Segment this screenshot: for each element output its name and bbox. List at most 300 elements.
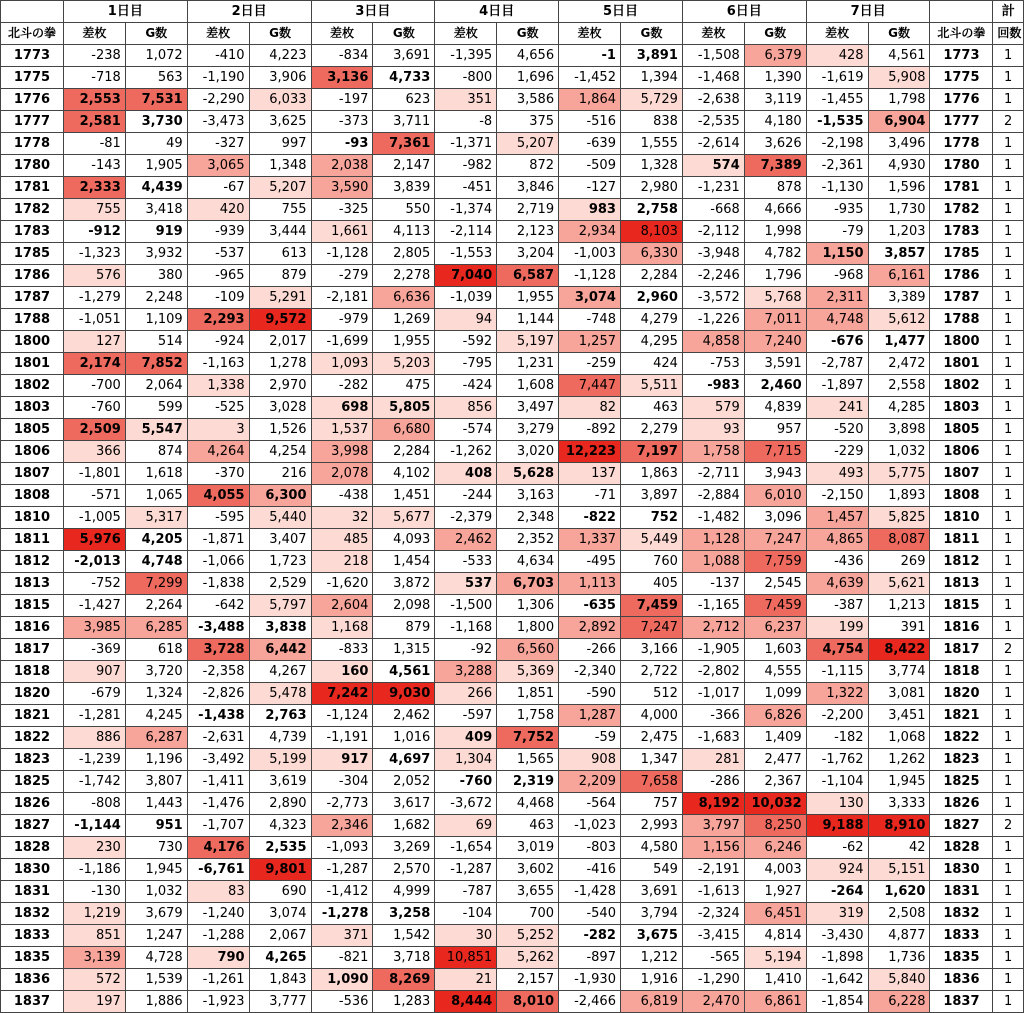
diff-cell: 82	[559, 397, 621, 419]
diff-cell: -1,898	[806, 947, 868, 969]
games-cell: 730	[125, 837, 187, 859]
table-row	[1, 947, 1024, 969]
games-cell: 3,496	[868, 133, 930, 155]
games-cell: 2,067	[249, 925, 311, 947]
games-cell: 2,980	[620, 177, 682, 199]
diff-cell: 1,661	[311, 221, 373, 243]
diff-cell: 907	[63, 661, 125, 683]
games-cell: 7,011	[744, 309, 806, 331]
diff-cell: 2,038	[311, 155, 373, 177]
games-cell: 1,213	[868, 595, 930, 617]
machine-number-right: 1786	[930, 265, 993, 287]
games-cell: 4,782	[744, 243, 806, 265]
games-cell: 1,798	[868, 89, 930, 111]
games-cell: 2,472	[868, 353, 930, 375]
diff-cell: -2,711	[682, 463, 744, 485]
count-cell: 1	[993, 991, 1024, 1013]
games-cell: 563	[125, 67, 187, 89]
games-header: G数	[744, 23, 806, 45]
games-cell: 623	[373, 89, 435, 111]
diff-cell: -1,411	[187, 771, 249, 793]
games-cell: 5,805	[373, 397, 435, 419]
games-cell: 4,561	[373, 661, 435, 683]
games-cell: 7,247	[620, 617, 682, 639]
diff-cell: -1,262	[435, 441, 497, 463]
count-cell: 1	[993, 881, 1024, 903]
diff-cell: -1,897	[806, 375, 868, 397]
diff-cell: -410	[187, 45, 249, 67]
diff-cell: -3,473	[187, 111, 249, 133]
diff-cell: 2,462	[435, 529, 497, 551]
games-cell: 2,147	[373, 155, 435, 177]
games-cell: 4,265	[249, 947, 311, 969]
diff-cell: -1,163	[187, 353, 249, 375]
games-cell: 4,254	[249, 441, 311, 463]
games-cell: 2,348	[497, 507, 559, 529]
diff-cell: -1,762	[806, 749, 868, 771]
total-header-bottom: 回数	[993, 23, 1024, 45]
games-cell: 1,203	[868, 221, 930, 243]
games-cell: 2,508	[868, 903, 930, 925]
games-cell: 3,586	[497, 89, 559, 111]
games-cell: 618	[125, 639, 187, 661]
games-cell: 7,658	[620, 771, 682, 793]
diff-cell: -2,361	[806, 155, 868, 177]
games-cell: 7,299	[125, 573, 187, 595]
diff-cell: -3,415	[682, 925, 744, 947]
machine-number-right: 1773	[930, 45, 993, 67]
diff-cell: -282	[559, 925, 621, 947]
diff-cell: -1,261	[187, 969, 249, 991]
diff-cell: -1	[559, 45, 621, 67]
diff-cell: -935	[806, 199, 868, 221]
count-cell: 1	[993, 837, 1024, 859]
games-cell: 3,166	[620, 639, 682, 661]
diff-cell: -668	[682, 199, 744, 221]
diff-cell: 3,590	[311, 177, 373, 199]
games-cell: 5,628	[497, 463, 559, 485]
diff-cell: -1,017	[682, 683, 744, 705]
table-row	[1, 243, 1024, 265]
diff-cell: -325	[311, 199, 373, 221]
diff-cell: -537	[187, 243, 249, 265]
games-cell: 3,777	[249, 991, 311, 1013]
games-cell: 1,603	[744, 639, 806, 661]
count-cell: 2	[993, 639, 1024, 661]
games-header: G数	[497, 23, 559, 45]
diff-cell: 1,337	[559, 529, 621, 551]
diff-cell: -1,039	[435, 287, 497, 309]
diff-cell: -1,023	[559, 815, 621, 837]
machine-number-right: 1835	[930, 947, 993, 969]
games-cell: 1,893	[868, 485, 930, 507]
count-cell: 2	[993, 815, 1024, 837]
machine-number-right: 1802	[930, 375, 993, 397]
diff-cell: -1,323	[63, 243, 125, 265]
games-cell: 6,560	[497, 639, 559, 661]
diff-cell: 94	[435, 309, 497, 331]
diff-cell: -1,699	[311, 331, 373, 353]
machine-number-right: 1812	[930, 551, 993, 573]
machine-number: 1803	[1, 397, 64, 419]
games-cell: 2,264	[125, 595, 187, 617]
table-row	[1, 67, 1024, 89]
diff-cell: -642	[187, 595, 249, 617]
machine-number-right: 1815	[930, 595, 993, 617]
diff-header: 差枚	[311, 23, 373, 45]
day-header: 3日目	[311, 1, 435, 23]
diff-cell: -1,642	[806, 969, 868, 991]
diff-cell: 137	[559, 463, 621, 485]
diff-cell: 4,264	[187, 441, 249, 463]
machine-number-right: 1821	[930, 705, 993, 727]
games-cell: 752	[620, 507, 682, 529]
games-cell: 1,905	[125, 155, 187, 177]
day-header: 4日目	[435, 1, 559, 23]
machine-header-right: 北斗の拳	[930, 23, 993, 45]
diff-cell: 2,174	[63, 353, 125, 375]
games-cell: 879	[249, 265, 311, 287]
diff-cell: -1,801	[63, 463, 125, 485]
games-cell: 1,555	[620, 133, 682, 155]
games-cell: 1,032	[868, 441, 930, 463]
count-cell: 1	[993, 683, 1024, 705]
diff-cell: -1,226	[682, 309, 744, 331]
games-cell: 2,098	[373, 595, 435, 617]
games-cell: 760	[620, 551, 682, 573]
machine-number-right: 1777	[930, 111, 993, 133]
machine-number: 1823	[1, 749, 64, 771]
diff-cell: 8,192	[682, 793, 744, 815]
games-cell: 2,367	[744, 771, 806, 793]
games-cell: 3,028	[249, 397, 311, 419]
machine-number: 1812	[1, 551, 64, 573]
diff-cell: -1,051	[63, 309, 125, 331]
table-row	[1, 177, 1024, 199]
games-cell: 3,269	[373, 837, 435, 859]
count-cell: 1	[993, 969, 1024, 991]
games-cell: 5,252	[497, 925, 559, 947]
diff-cell: -833	[311, 639, 373, 661]
games-cell: 997	[249, 133, 311, 155]
diff-cell: -2,013	[63, 551, 125, 573]
diff-cell: -238	[63, 45, 125, 67]
machine-number-right: 1820	[930, 683, 993, 705]
games-cell: 2,529	[249, 573, 311, 595]
games-cell: 7,531	[125, 89, 187, 111]
count-cell: 1	[993, 287, 1024, 309]
games-cell: 3,617	[373, 793, 435, 815]
diff-cell: -536	[311, 991, 373, 1013]
machine-number: 1780	[1, 155, 64, 177]
games-cell: 2,123	[497, 221, 559, 243]
diff-cell: -6,761	[187, 859, 249, 881]
games-cell: 549	[620, 859, 682, 881]
games-cell: 1,542	[373, 925, 435, 947]
diff-cell: -2,638	[682, 89, 744, 111]
games-cell: 5,547	[125, 419, 187, 441]
games-cell: 3,943	[744, 463, 806, 485]
diff-cell: -924	[187, 331, 249, 353]
table-row	[1, 639, 1024, 661]
games-cell: 4,323	[249, 815, 311, 837]
games-cell: 1,231	[497, 353, 559, 375]
diff-cell: -1,130	[806, 177, 868, 199]
games-header: G数	[620, 23, 682, 45]
games-cell: 3,839	[373, 177, 435, 199]
machine-number: 1806	[1, 441, 64, 463]
diff-cell: 493	[806, 463, 868, 485]
machine-number: 1827	[1, 815, 64, 837]
diff-cell: 924	[806, 859, 868, 881]
diff-cell: -592	[435, 331, 497, 353]
games-cell: 380	[125, 265, 187, 287]
diff-cell: -2,466	[559, 991, 621, 1013]
games-cell: 7,361	[373, 133, 435, 155]
games-cell: 3,718	[373, 947, 435, 969]
games-cell: 10,032	[744, 793, 806, 815]
diff-cell: 230	[63, 837, 125, 859]
games-cell: 4,697	[373, 749, 435, 771]
machine-number-right: 1807	[930, 463, 993, 485]
games-cell: 2,722	[620, 661, 682, 683]
games-cell: 1,347	[620, 749, 682, 771]
diff-cell: -1,482	[682, 507, 744, 529]
diff-cell: -564	[559, 793, 621, 815]
diff-cell: -1,452	[559, 67, 621, 89]
diff-cell: -1,613	[682, 881, 744, 903]
games-cell: 2,477	[744, 749, 806, 771]
games-cell: 6,287	[125, 727, 187, 749]
games-cell: 4,245	[125, 705, 187, 727]
games-cell: 2,970	[249, 375, 311, 397]
diff-cell: -1,239	[63, 749, 125, 771]
machine-number: 1836	[1, 969, 64, 991]
machine-number: 1833	[1, 925, 64, 947]
games-cell: 2,017	[249, 331, 311, 353]
diff-cell: 4,754	[806, 639, 868, 661]
games-cell: 3,204	[497, 243, 559, 265]
diff-cell: 4,639	[806, 573, 868, 595]
games-cell: 7,459	[744, 595, 806, 617]
diff-cell: 32	[311, 507, 373, 529]
count-cell: 1	[993, 265, 1024, 287]
table-row	[1, 111, 1024, 133]
machine-number: 1773	[1, 45, 64, 67]
games-cell: 7,752	[497, 727, 559, 749]
diff-cell: -1,395	[435, 45, 497, 67]
games-cell: 9,572	[249, 309, 311, 331]
games-cell: 4,093	[373, 529, 435, 551]
games-header: G数	[249, 23, 311, 45]
games-cell: 1,618	[125, 463, 187, 485]
games-cell: 5,291	[249, 287, 311, 309]
games-cell: 2,284	[620, 265, 682, 287]
table-row	[1, 507, 1024, 529]
diff-cell: -244	[435, 485, 497, 507]
games-cell: 6,904	[868, 111, 930, 133]
games-cell: 4,113	[373, 221, 435, 243]
games-cell: 613	[249, 243, 311, 265]
diff-cell: -1,508	[682, 45, 744, 67]
games-cell: 1,955	[373, 331, 435, 353]
diff-cell: -373	[311, 111, 373, 133]
games-cell: 1,451	[373, 485, 435, 507]
games-cell: 3,418	[125, 199, 187, 221]
table-row	[1, 837, 1024, 859]
machine-number: 1786	[1, 265, 64, 287]
games-cell: 3,407	[249, 529, 311, 551]
diff-cell: 537	[435, 573, 497, 595]
diff-cell: -3,430	[806, 925, 868, 947]
games-cell: 872	[497, 155, 559, 177]
diff-cell: 790	[187, 947, 249, 969]
diff-cell: -424	[435, 375, 497, 397]
count-cell: 1	[993, 903, 1024, 925]
table-row	[1, 551, 1024, 573]
count-cell: 2	[993, 111, 1024, 133]
count-cell: 1	[993, 859, 1024, 881]
games-cell: 3,626	[744, 133, 806, 155]
games-cell: 4,561	[868, 45, 930, 67]
games-cell: 1,608	[497, 375, 559, 397]
table-row	[1, 199, 1024, 221]
machine-number: 1831	[1, 881, 64, 903]
diff-header: 差枚	[559, 23, 621, 45]
diff-cell: 218	[311, 551, 373, 573]
table-row	[1, 485, 1024, 507]
games-cell: 4,102	[373, 463, 435, 485]
diff-cell: 7,040	[435, 265, 497, 287]
games-cell: 5,199	[249, 749, 311, 771]
diff-cell: 3,136	[311, 67, 373, 89]
games-cell: 4,656	[497, 45, 559, 67]
table-row	[1, 419, 1024, 441]
table-row	[1, 815, 1024, 837]
table-row	[1, 771, 1024, 793]
machine-number-right: 1783	[930, 221, 993, 243]
games-cell: 690	[249, 881, 311, 903]
diff-cell: 1,090	[311, 969, 373, 991]
games-cell: 4,728	[125, 947, 187, 969]
games-cell: 6,819	[620, 991, 682, 1013]
games-cell: 2,460	[744, 375, 806, 397]
count-cell: 1	[993, 727, 1024, 749]
diff-cell: 3,797	[682, 815, 744, 837]
diff-cell: -760	[435, 771, 497, 793]
games-cell: 1,443	[125, 793, 187, 815]
diff-cell: -540	[559, 903, 621, 925]
machine-number: 1837	[1, 991, 64, 1013]
diff-cell: -416	[559, 859, 621, 881]
machine-number-right: 1813	[930, 573, 993, 595]
diff-cell: 5,976	[63, 529, 125, 551]
count-cell: 1	[993, 353, 1024, 375]
count-cell: 1	[993, 617, 1024, 639]
games-cell: 1,410	[744, 969, 806, 991]
diff-cell: -1,191	[311, 727, 373, 749]
diff-header: 差枚	[806, 23, 868, 45]
table-row	[1, 969, 1024, 991]
diff-cell: 266	[435, 683, 497, 705]
corner-cell	[1, 1, 64, 23]
games-header: G数	[125, 23, 187, 45]
games-cell: 3,019	[497, 837, 559, 859]
diff-cell: -1,287	[435, 859, 497, 881]
diff-cell: -2,358	[187, 661, 249, 683]
games-cell: 2,279	[620, 419, 682, 441]
diff-cell: 9,188	[806, 815, 868, 837]
games-cell: 3,711	[373, 111, 435, 133]
diff-cell: 3,065	[187, 155, 249, 177]
diff-cell: 983	[559, 199, 621, 221]
games-cell: 1,620	[868, 881, 930, 903]
games-cell: 1,283	[373, 991, 435, 1013]
diff-cell: -59	[559, 727, 621, 749]
diff-cell: 1,168	[311, 617, 373, 639]
games-cell: 1,927	[744, 881, 806, 903]
diff-cell: 3,139	[63, 947, 125, 969]
diff-cell: 3,074	[559, 287, 621, 309]
machine-number-right: 1816	[930, 617, 993, 639]
diff-cell: 3,985	[63, 617, 125, 639]
machine-number-right: 1801	[930, 353, 993, 375]
games-cell: 5,440	[249, 507, 311, 529]
machine-number-right: 1811	[930, 529, 993, 551]
games-cell: 8,422	[868, 639, 930, 661]
diff-cell: -1,374	[435, 199, 497, 221]
machine-number-right: 1830	[930, 859, 993, 881]
games-cell: 6,228	[868, 991, 930, 1013]
machine-number: 1800	[1, 331, 64, 353]
games-cell: 4,295	[620, 331, 682, 353]
machine-number: 1817	[1, 639, 64, 661]
table-row	[1, 155, 1024, 177]
diff-cell: -67	[187, 177, 249, 199]
games-cell: 6,161	[868, 265, 930, 287]
games-cell: 4,468	[497, 793, 559, 815]
diff-cell: -787	[435, 881, 497, 903]
games-cell: 2,052	[373, 771, 435, 793]
diff-cell: -1,287	[311, 859, 373, 881]
diff-cell: 2,311	[806, 287, 868, 309]
diff-cell: 4,055	[187, 485, 249, 507]
diff-cell: -912	[63, 221, 125, 243]
games-cell: 6,237	[744, 617, 806, 639]
diff-cell: -143	[63, 155, 125, 177]
games-cell: 755	[249, 199, 311, 221]
diff-cell: 698	[311, 397, 373, 419]
diff-cell: 30	[435, 925, 497, 947]
table-row	[1, 705, 1024, 727]
games-cell: 6,861	[744, 991, 806, 1013]
diff-cell: -679	[63, 683, 125, 705]
games-cell: 3,730	[125, 111, 187, 133]
count-cell: 1	[993, 133, 1024, 155]
games-cell: 2,278	[373, 265, 435, 287]
diff-cell: -1,838	[187, 573, 249, 595]
diff-cell: 1,758	[682, 441, 744, 463]
games-cell: 4,000	[620, 705, 682, 727]
diff-cell: 199	[806, 617, 868, 639]
games-cell: 3,119	[744, 89, 806, 111]
diff-cell: -286	[682, 771, 744, 793]
games-cell: 1,886	[125, 991, 187, 1013]
machine-number-right: 1782	[930, 199, 993, 221]
diff-cell: -1,455	[806, 89, 868, 111]
diff-cell: -2,787	[806, 353, 868, 375]
table-row	[1, 331, 1024, 353]
